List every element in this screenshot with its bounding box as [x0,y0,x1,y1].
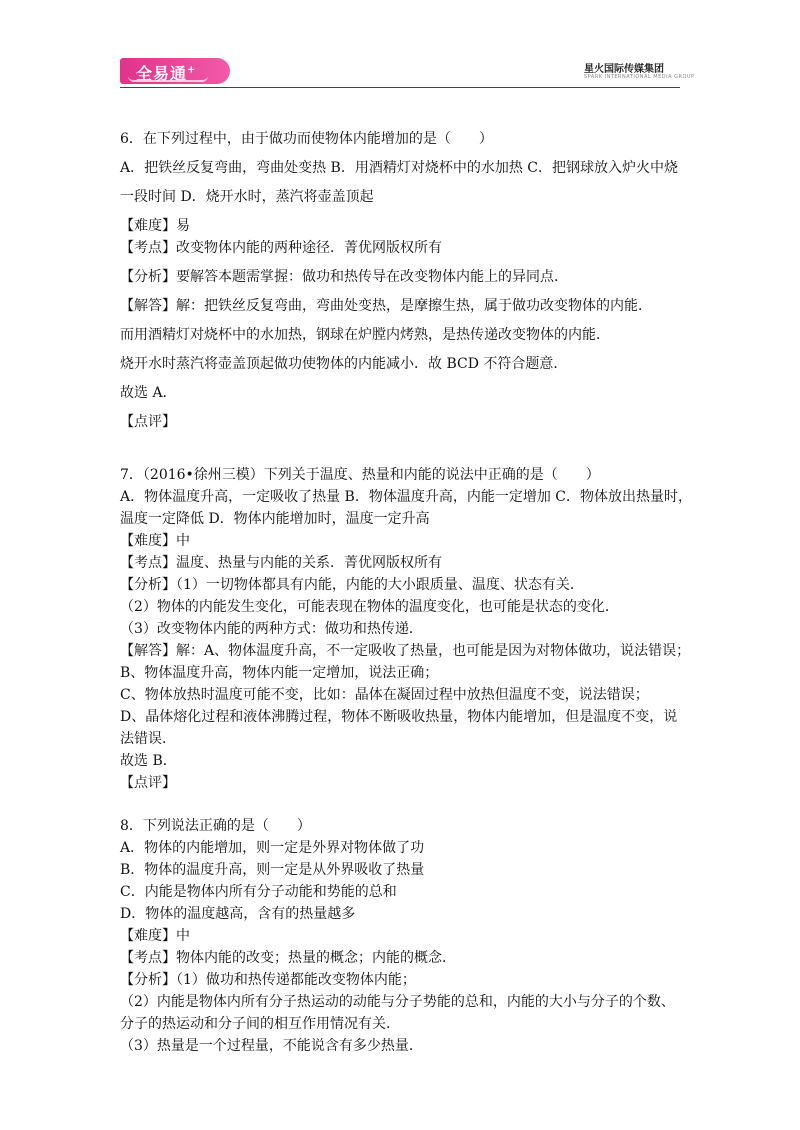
solution-line: B、物体温度升高，物体内能一定增加，说法正确； [120,665,439,681]
analysis-line: 【分析】（1）做功和热传递都能改变物体内能； [120,972,416,988]
brand-logo [120,58,230,84]
analysis-line: 【分析】（1）一切物体都具有内能，内能的大小跟质量、温度、状态有关． [120,577,584,593]
solution-line: 烧开水时蒸汽将壶盖顶起做功使物体的内能减小．故 BCD 不符合题意． [120,356,568,372]
analysis-line: （2）物体的内能发生变化，可能表现在物体的温度变化，也可能是状态的变化． [120,599,619,615]
option-b: B．物体的温度升高，则一定是从外界吸收了热量 [120,862,425,878]
options-line: A．物体温度升高，一定吸收了热量 B．物体温度升高，内能一定增加 C．物体放出热量时， [120,489,693,505]
options-line: 温度一定降低 D．物体内能增加时，温度一定升高 [120,511,430,527]
analysis-line: （3）改变物体内能的两种方式：做功和热传递． [120,621,423,637]
solution-line: 【解答】解：A、物体温度升高，不一定吸收了热量，也可能是因为对物体做功，说法错误； [120,643,691,659]
analysis: 【分析】要解答本题需掌握：做功和热传导在改变物体内能上的异同点． [120,269,568,285]
publisher-subtitle: SPARK INTERNATIONAL MEDIA GROUP [584,74,695,80]
analysis-line: （2）内能是物体内所有分子热运动的动能与分子势能的总和，内能的大小与分子的个数、 [120,994,675,1010]
question-text: 7．（2016•徐州三模）下列关于温度、热量和内能的说法中正确的是（ ） [120,467,600,483]
page-header [0,0,800,95]
difficulty: 【难度】中 [120,928,190,944]
question-text: 6．在下列过程中，由于做功而使物体内能增加的是（ ） [120,131,493,147]
option-a: A．物体的内能增加，则一定是外界对物体做了功 [120,840,425,856]
option-c: C．内能是物体内所有分子动能和势能的总和 [120,884,397,900]
difficulty: 【难度】中 [120,533,190,549]
header-divider [120,87,680,88]
comment: 【点评】 [120,414,176,430]
difficulty: 【难度】易 [120,218,190,234]
option-d: D．物体的温度越高，含有的热量越多 [120,906,356,922]
solution-line: 法错误． [120,731,176,747]
options-line: A．把铁丝反复弯曲，弯曲处变热 B．用酒精灯对烧杯中的水加热 C．把钢球放入炉火中烧 [120,160,679,176]
analysis-line: （3）热量是一个过程量，不能说含有多少热量． [120,1038,423,1054]
logo-swoosh [128,76,208,82]
comment: 【点评】 [120,775,176,791]
question-text: 8．下列说法正确的是（ ） [120,818,311,834]
key-point: 【考点】改变物体内能的两种途径．菁优网版权所有 [120,240,442,256]
answer-line: 故选 A． [120,385,177,401]
solution-line: 【解答】解：把铁丝反复弯曲，弯曲处变热，是摩擦生热，属于做功改变物体的内能． [120,298,652,314]
options-line: 一段时间 D．烧开水时，蒸汽将壶盖顶起 [120,189,374,205]
key-point: 【考点】物体内能的改变；热量的概念；内能的概念． [120,950,456,966]
solution-line: D、晶体熔化过程和液体沸腾过程，物体不断吸收热量，物体内能增加，但是温度不变，说 [120,709,678,725]
solution-line: 而用酒精灯对烧杯中的水加热，钢球在炉膛内烤熟，是热传递改变物体的内能． [120,327,610,343]
answer-line: 故选 B． [120,753,177,769]
analysis-line: 分子的热运动和分子间的相互作用情况有关． [120,1016,400,1032]
publisher-name: 星火国际传媒集团 [584,64,664,75]
logo-text: 全易通+ [136,64,197,83]
key-point: 【考点】温度、热量与内能的关系．菁优网版权所有 [120,555,442,571]
solution-line: C、物体放热时温度可能不变，比如：晶体在凝固过程中放热但温度不变，说法错误； [120,687,649,703]
